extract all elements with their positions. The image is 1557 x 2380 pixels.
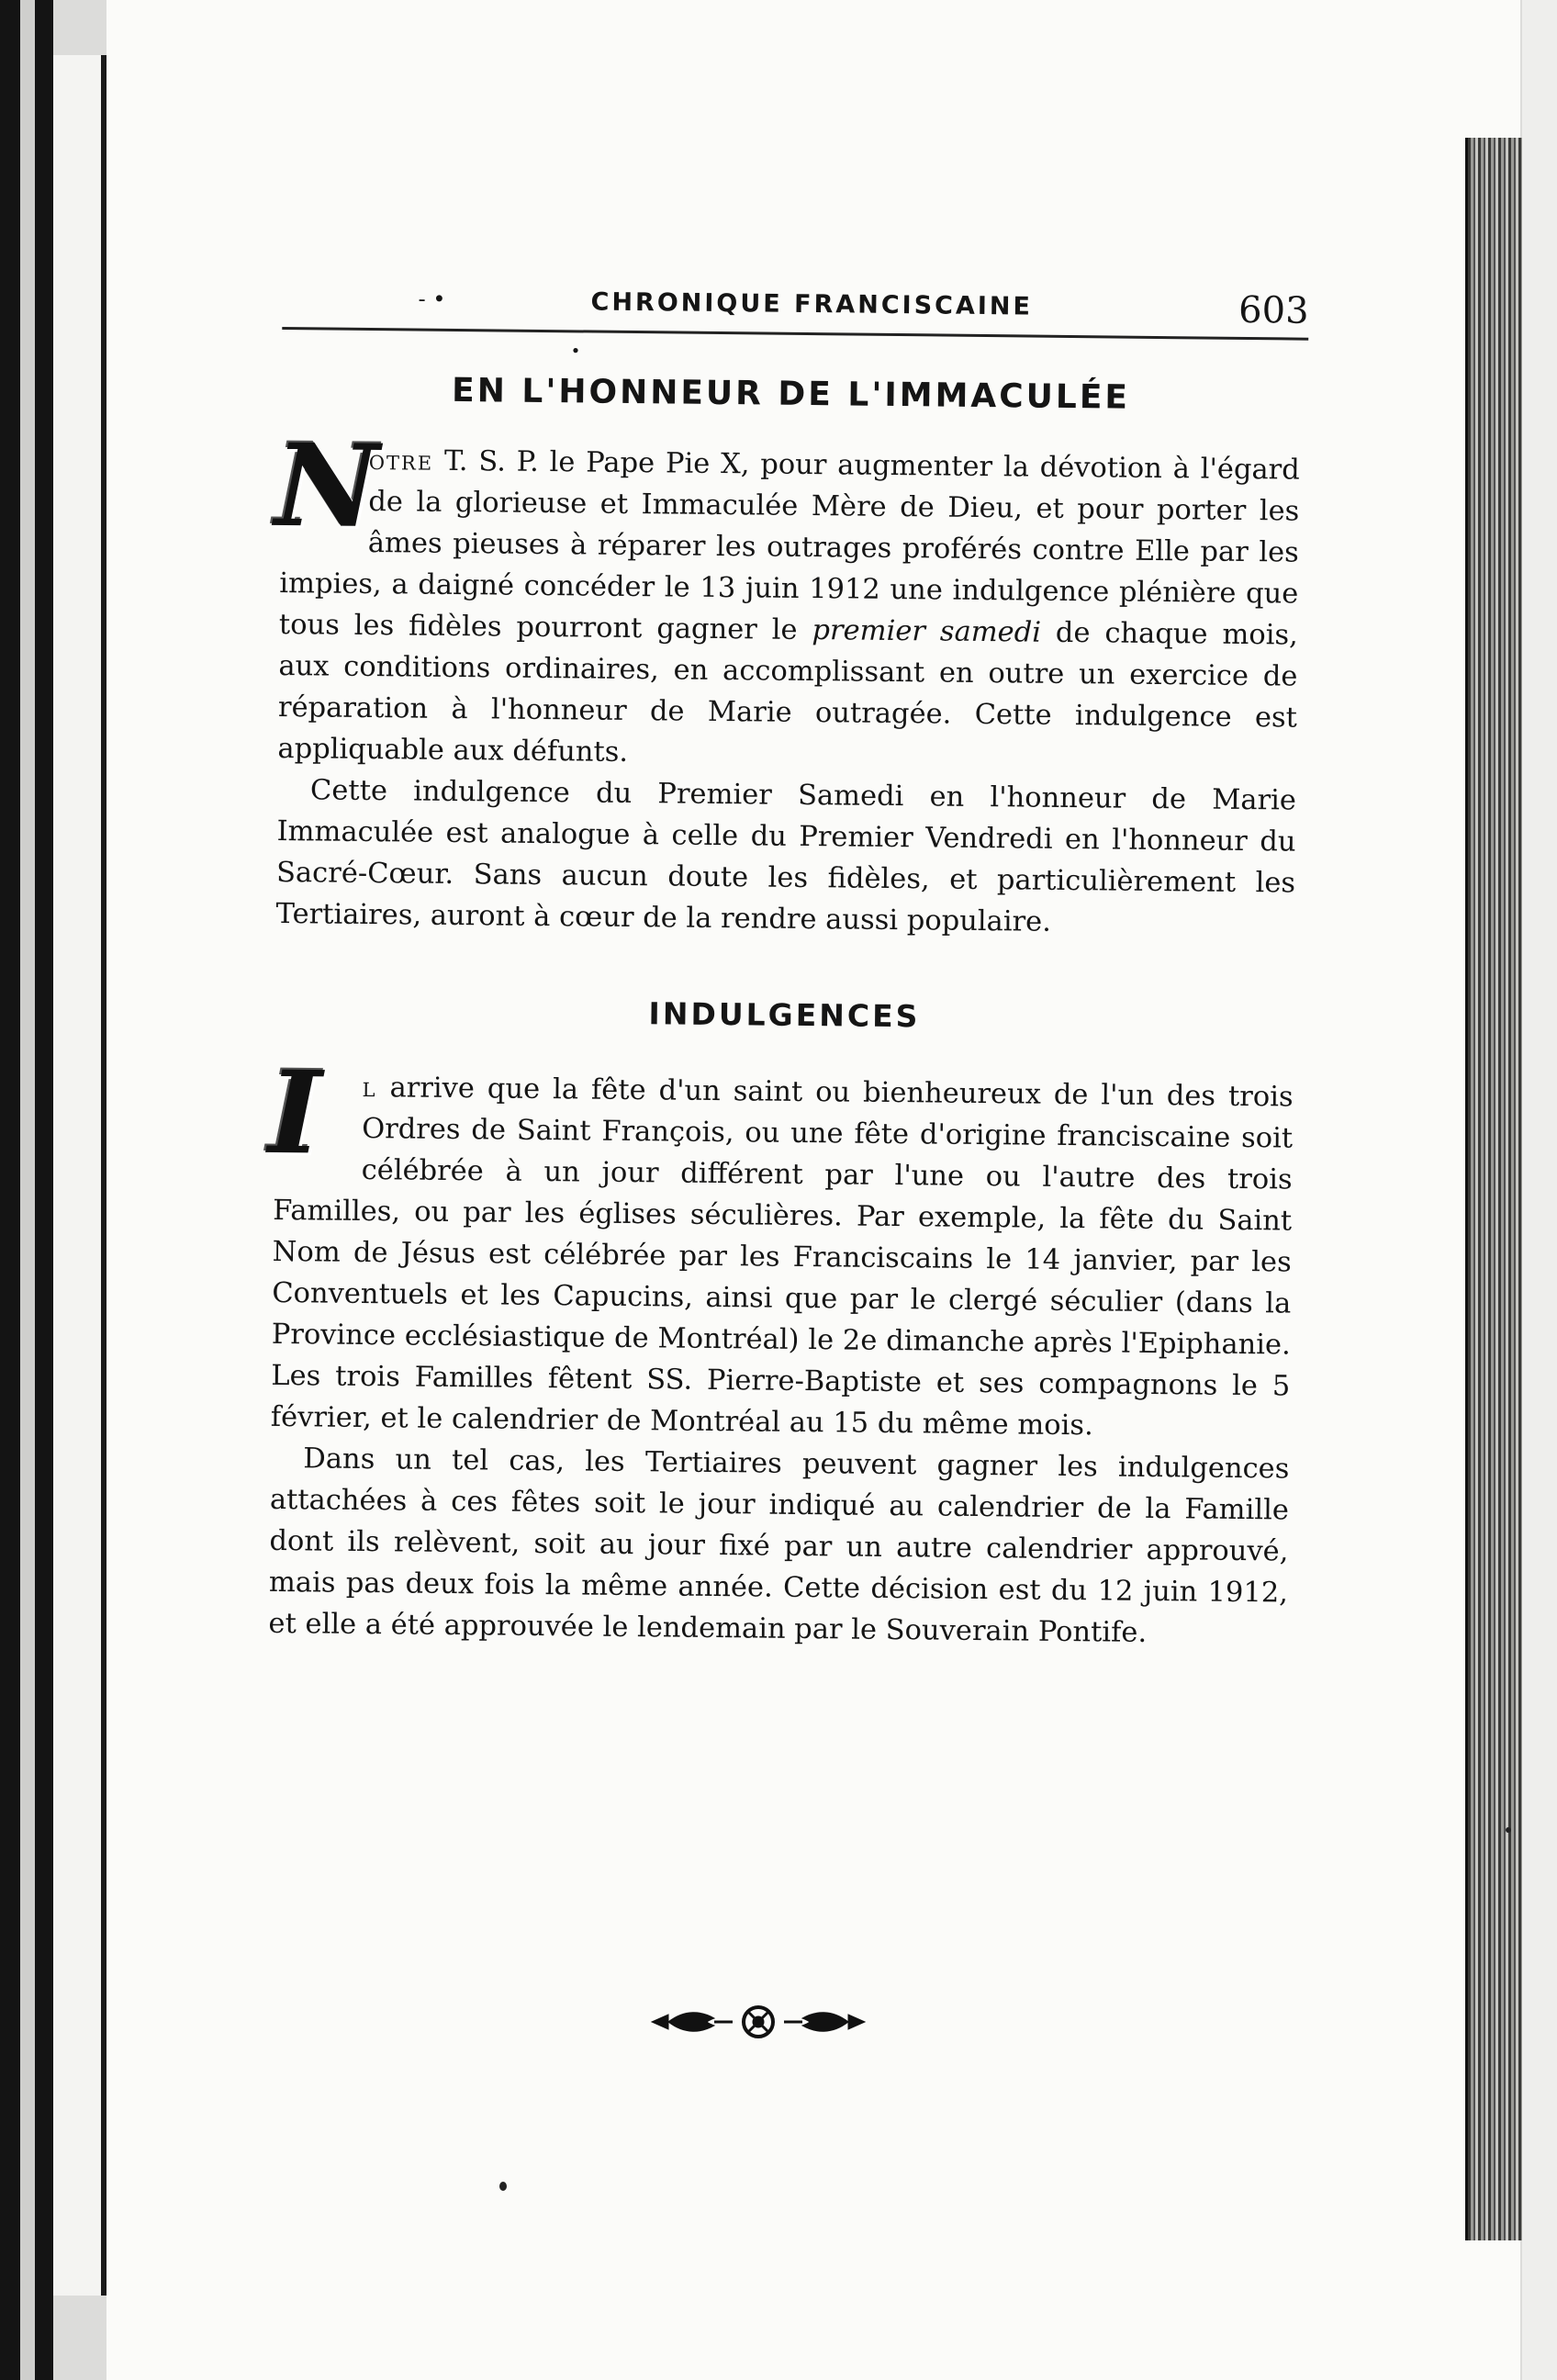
running-head [282, 266, 1309, 341]
section1-paragraph2: Cette indulgence du Premier Samedi en l'honneur de Marie Immaculée est analogue à celle du Premier Vendredi en l'honneur du Sacré-Cœur. Sans aucun doute les fidèles, et particulièrement les Tertiaires, auront à cœur de la rendre aussi populaire. [275, 774, 1297, 938]
section-title-indulgences: INDULGENCES [648, 995, 921, 1035]
running-head-mark: - • [418, 286, 446, 312]
italic-text: premier samedi [812, 614, 1042, 649]
previous-page-edge [53, 55, 106, 2296]
running-head-title: CHRONIQUE FRANCISCAINE [590, 287, 1034, 321]
section1-paragraph1 [274, 419, 1300, 780]
dropcap-n: N [274, 419, 380, 555]
dot-mark: • [570, 342, 581, 362]
section-title-immaculee: EN L'HONNEUR DE L'IMMACULÉE [451, 371, 1131, 417]
section2-paragraph2: Dans un tel cas, les Tertiaires peuvent gagner les indulgences attachées à ces fêtes soit le jour indiqué au calendrier de la Famille dont ils relèvent, soit au jour fixé par un autre calendrier approuvé, mais pas deux fois la même année. Cette décision est du 12 juin 1912, et elle a été approuvée le lendemain par le Souverain Pontife. [268, 1443, 1290, 1649]
scan-left-edge [0, 0, 53, 2380]
fleuron-ornament-icon [648, 1998, 868, 2046]
paragraph-text: arrive que la fête d'un saint ou bienheureux de l'un des trois Ordres de Saint François, ou une fête d'origine franciscaine soit célébrée à un jour différent par l'une ou l'autre des trois Familles, ou par les églises séculières. Par exemple, la fête du Saint Nom de Jésus est célébrée par les Franciscains le 14 janvier, par les Conventuels et les Capucins, ainsi que par le clergé séculier (dans la Province ecclésiastique de Montréal) le 2e dimanche après l'Epiphanie. Les trois Familles fêtent SS. Pierre-Baptiste et ses compagnons le 5 février, et le calendrier de Montréal au 15 du même mois. [270, 1072, 1294, 1443]
section2-paragraph1 [267, 1046, 1294, 1449]
page-number: 603 [1238, 288, 1309, 332]
stray-mark [499, 2182, 507, 2191]
smallcaps-word: l [362, 1071, 377, 1105]
smallcaps-word: otre [368, 443, 434, 477]
page-text-block [267, 266, 1309, 1656]
paragraph-text: T. S. P. le Pape Pie X, pour augmenter la dévotion à l'égard de la glorieuse et Immaculée Mère de Dieu, et pour porter les âmes pieuses à réparer les outrages proférés contre Elle par les impies, a daigné concéder le 13 juin 1912 une indulgence plénière que tous les fidèles pourront gagner le [278, 444, 1300, 647]
scan-right-margin [1522, 0, 1557, 2380]
dropcap-i: I [267, 1046, 323, 1181]
paragraph-text: de chaque mois, aux conditions ordinaires, en accomplissant en outre un exercice de réparation à l'honneur de Marie outragée. Cette indulgence est appliquable aux défunts. [277, 616, 1299, 769]
book-fore-edge [1465, 138, 1525, 2240]
stray-mark [1506, 1827, 1511, 1833]
